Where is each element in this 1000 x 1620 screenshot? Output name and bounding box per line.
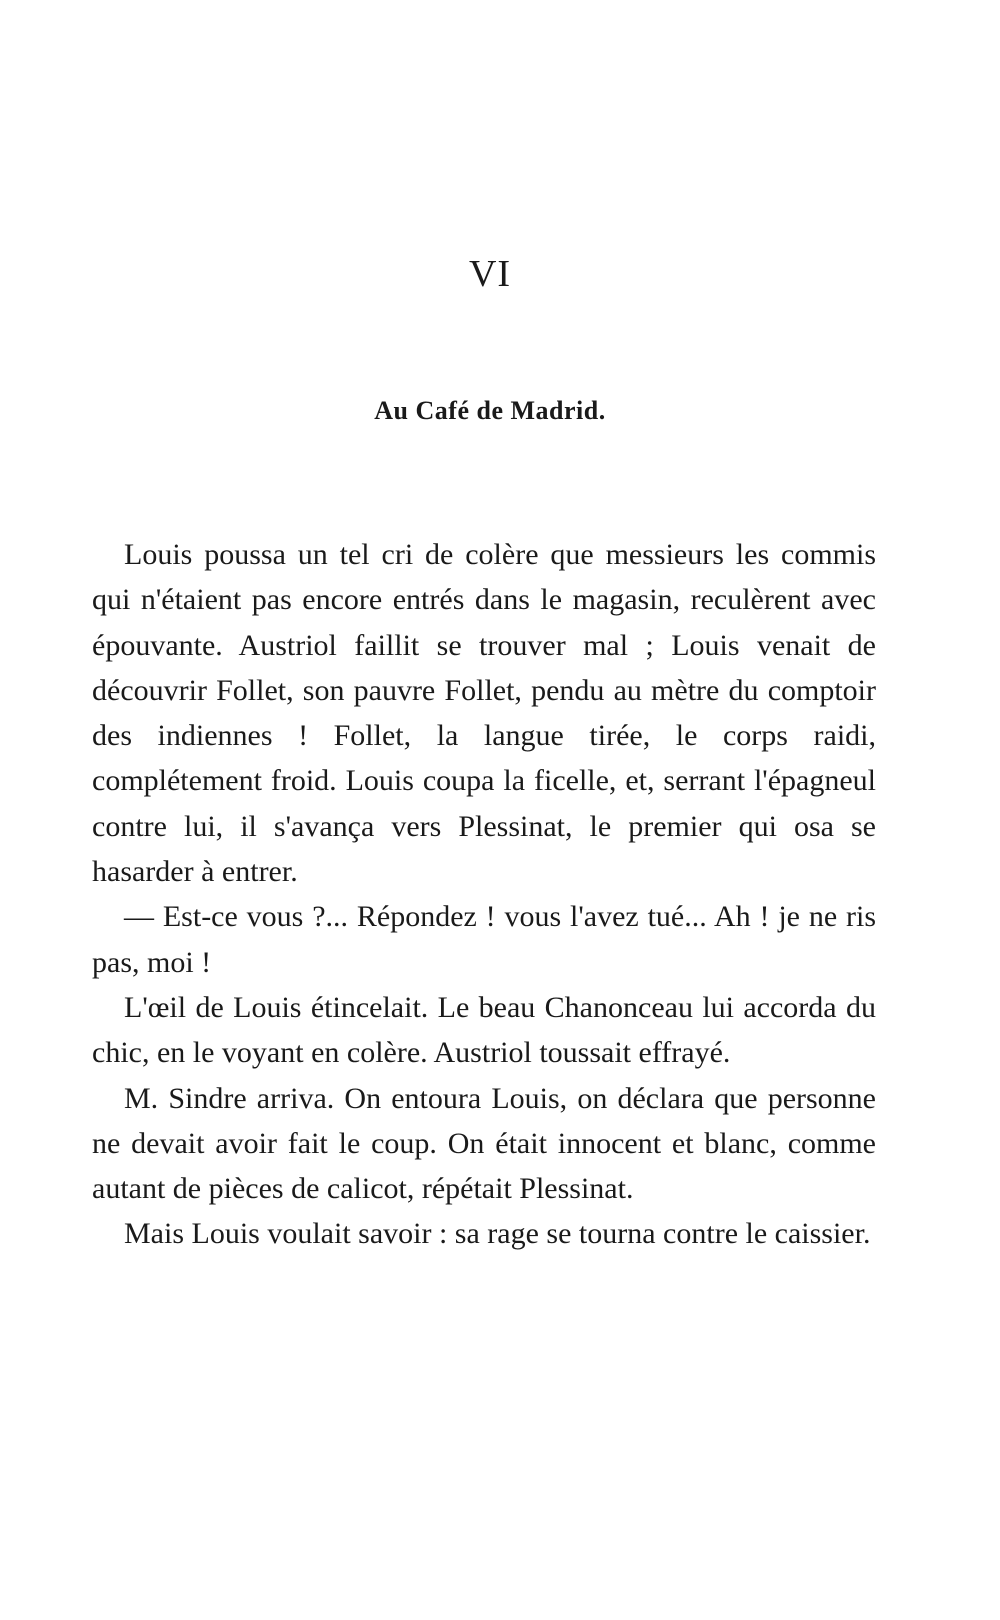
chapter-title: Au Café de Madrid.: [374, 396, 606, 425]
paragraph: L'œil de Louis étincelait. Le beau Chanonceau lui accorda du chic, en le voyant en colère. Austriol toussait effrayé.: [92, 990, 876, 1070]
paragraph: Mais Louis voulait savoir : sa rage se tourna contre le caissier.: [124, 1217, 871, 1251]
paragraph: Louis poussa un tel cri de colère que messieurs les commis qui n'étaient pas encore entrés dans le magasin, reculèrent avec épouvante. Austriol faillit se trouver mal ; Louis venait de découvrir Follet, son pauvre Follet, pendu au mètre du comptoir des indiennes ! Follet, la langue tirée, le corps raidi, complétement froid. Louis coupa la ficelle, et, serrant l'épagneul contre lui, il s'avança vers Plessinat, le premier qui osa se hasarder à entrer.: [92, 538, 876, 889]
paragraph: M. Sindre arriva. On entoura Louis, on déclara que personne ne devait avoir fait le coup. On était innocent et blanc, comme autant de pièces de calicot, répétait Plessinat.: [92, 1081, 876, 1206]
body-text: [92, 532, 876, 1257]
chapter-number: VI: [468, 253, 512, 295]
paragraph: — Est-ce vous ?... Répondez ! vous l'avez tué... Ah ! je ne ris pas, moi !: [92, 900, 876, 979]
